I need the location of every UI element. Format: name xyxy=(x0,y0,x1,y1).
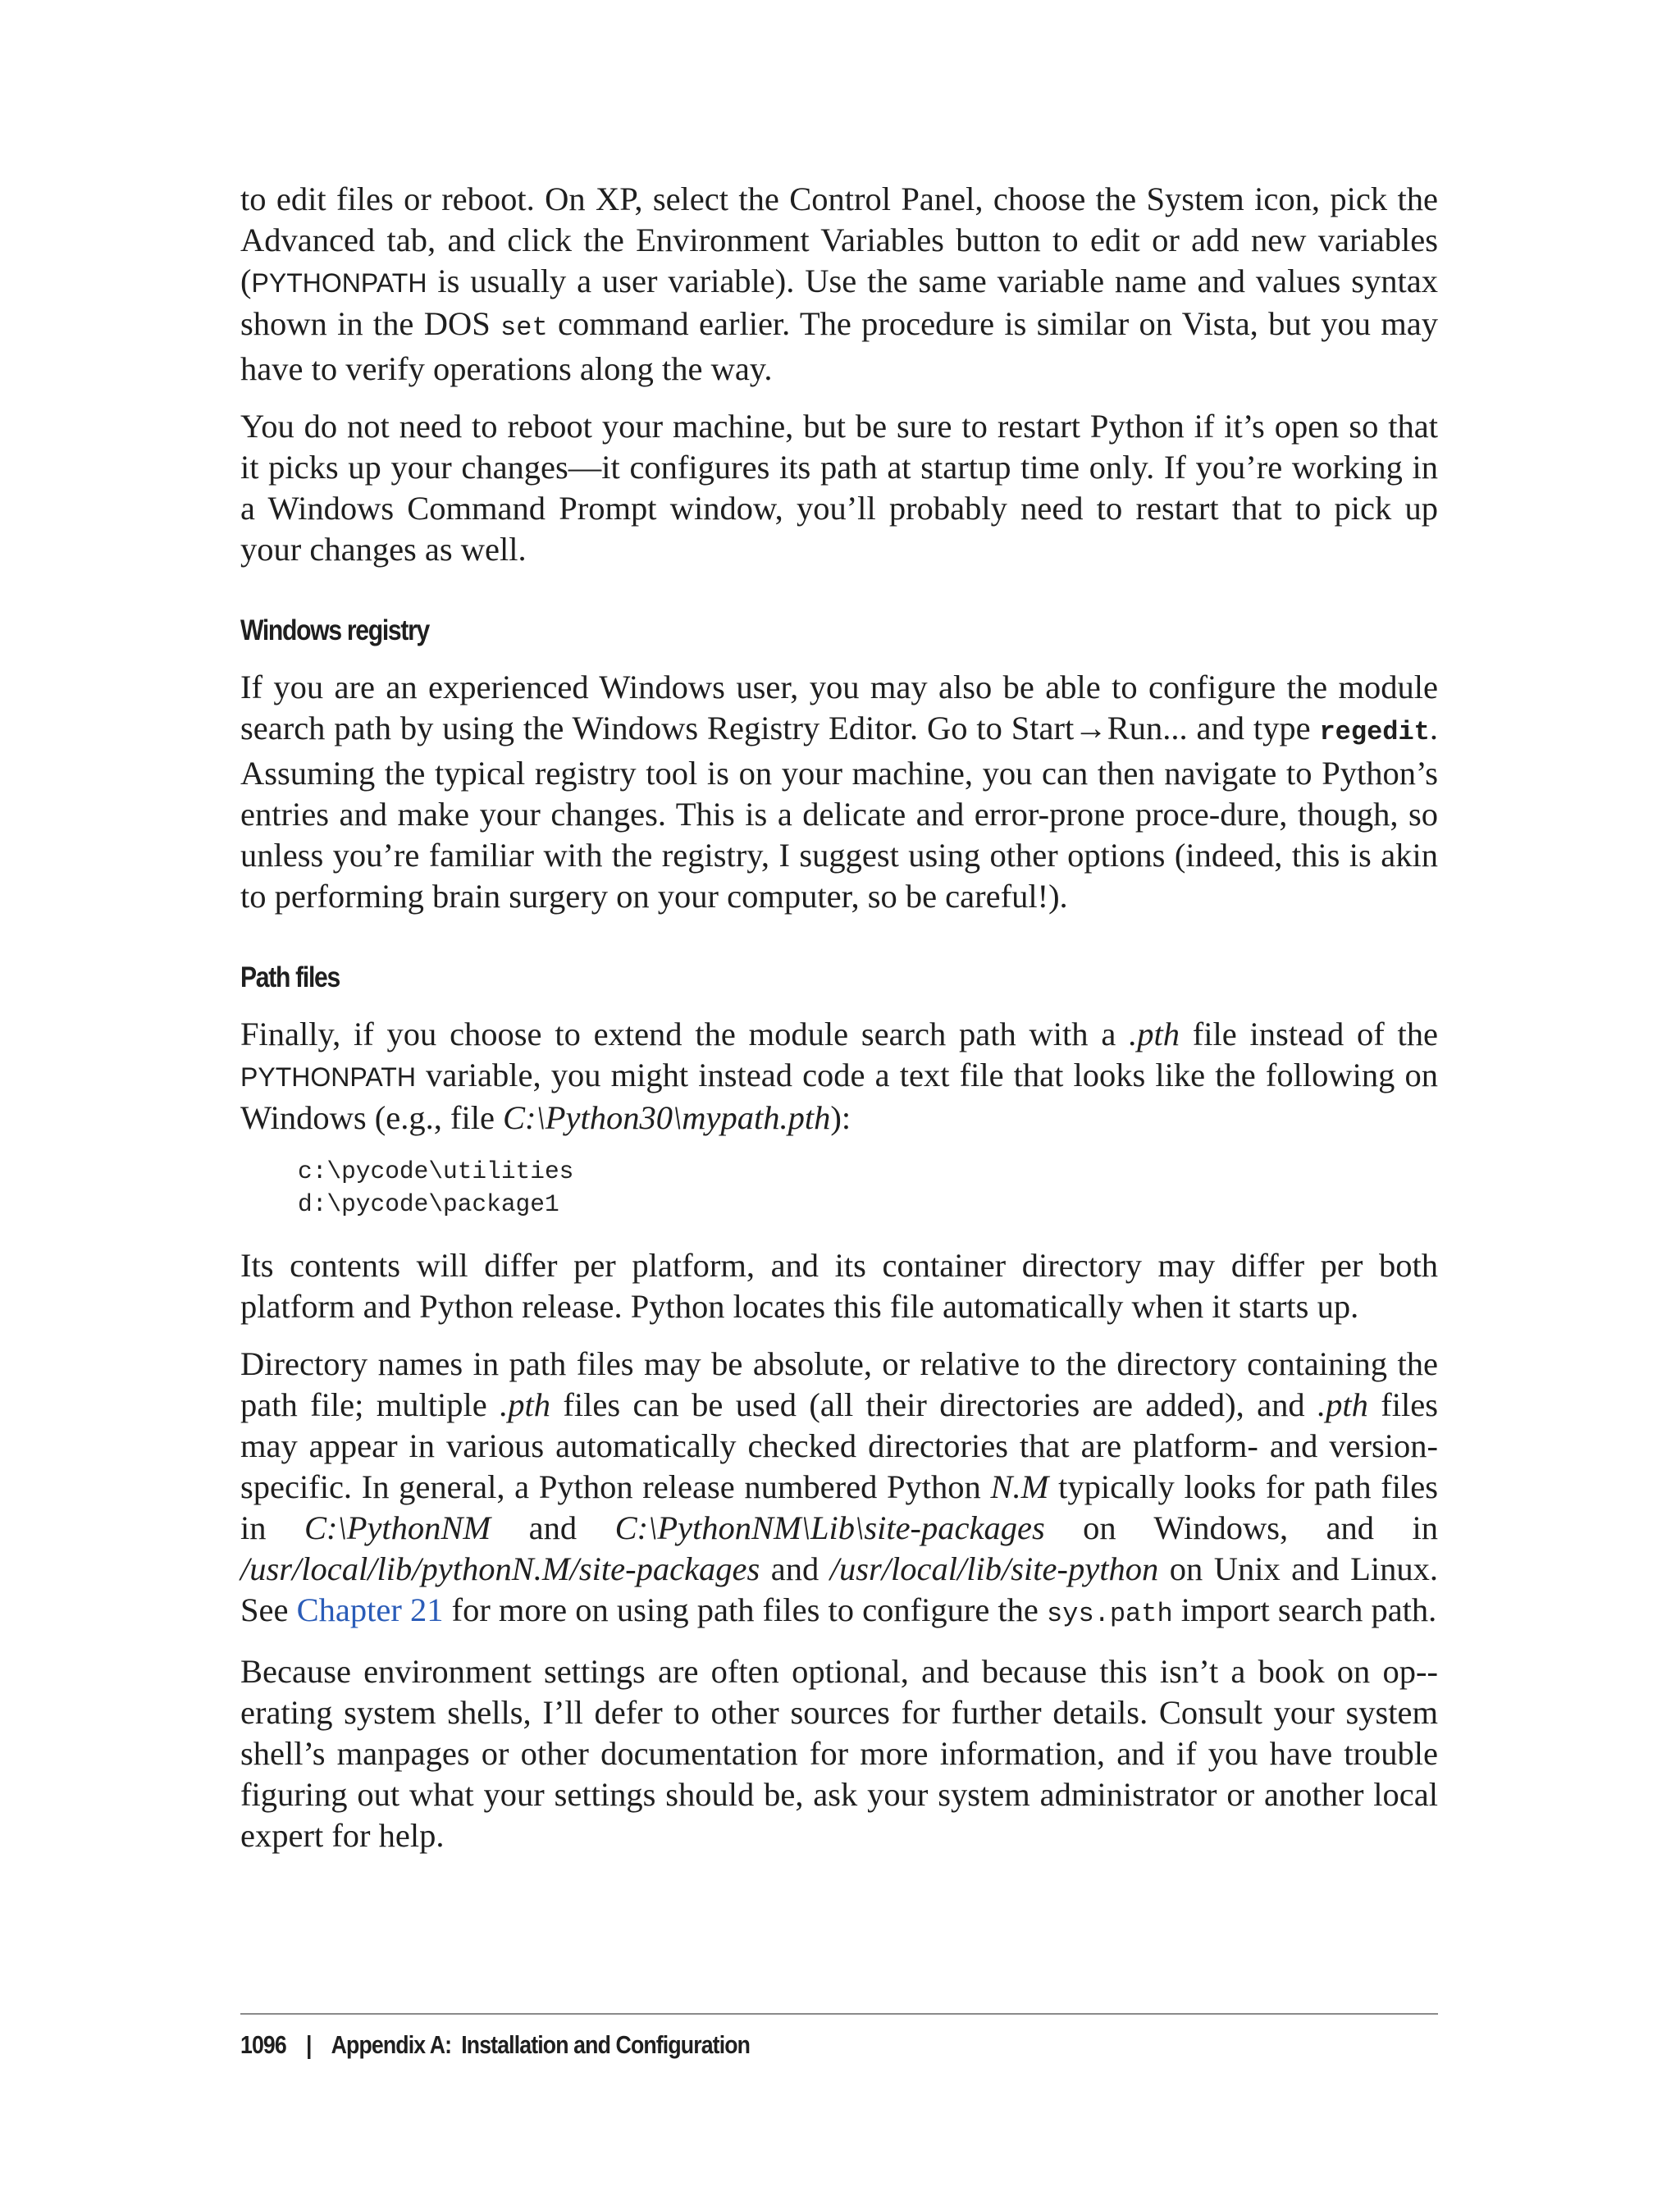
page-number: 1096 xyxy=(240,2030,286,2059)
footer-rule xyxy=(240,2013,1438,2015)
page-footer xyxy=(240,2029,750,2061)
filename-pth: .pth xyxy=(1129,1016,1180,1052)
code-pythonpath: PYTHONPATH xyxy=(251,268,427,298)
footer-separator: | xyxy=(305,2030,312,2059)
heading-windows-registry: Windows registry xyxy=(240,614,429,646)
code-pythonpath: PYTHONPATH xyxy=(240,1062,416,1092)
paragraph-environment-variables: to edit files or reboot. On XP, select the Control Panel, choose the System icon, pick the Advanced tab, and click the Environment Variables button to edit or add new variables (PYTHONPATH is usually a user variable). Use the same variable name and values syntax shown in the DOS set command earlier. The procedure is similar on Vista, but you may have to verify operations along the way. xyxy=(240,180,1438,387)
paragraph-environment-settings: Because environment settings are often optional, and because this isn’t a book on op-erating system shells, I’ll defer to other sources for further details. Consult your system shell’s manpages or other documentation for more information, and if you have trouble figuring out what your settings should be, ask your system administrator or another local expert for help. xyxy=(240,1653,1438,1854)
paragraph-contents: Its contents will differ per platform, and its container directory may differ per both platform and Python release. Python locates this file automatically when it starts up. xyxy=(240,1247,1438,1325)
paragraph-reboot: You do not need to reboot your machine, but be sure to restart Python if it’s open so that it picks up your changes—it configures its path at startup time only. If you’re working in a Windows Command Prompt window, you’ll probably need to restart that to pick up your changes as well. xyxy=(240,408,1438,568)
paragraph-path-files-intro: Finally, if you choose to extend the module search path with a .pth file instead of the PYTHONPATH variable, you might instead code a text file that looks like the following on Windows (e.g., file C:\Python30\mypath.pth): xyxy=(240,1016,1438,1136)
footer-chapter: Appendix A: xyxy=(331,2030,452,2059)
code-block xyxy=(298,1155,1438,1221)
code-line: c:\pycode\utilities xyxy=(298,1157,574,1185)
chapter-21-link[interactable]: Chapter 21 xyxy=(296,1591,444,1628)
code-line: d:\pycode\package1 xyxy=(298,1190,559,1218)
filename-mypath: C:\Python30\mypath.pth xyxy=(503,1099,831,1136)
footer-title: Installation and Configuration xyxy=(461,2030,751,2059)
code-regedit: regedit xyxy=(1319,717,1430,747)
heading-path-files: Path files xyxy=(240,961,340,993)
paragraph-directory-names: Directory names in path files may be absolute, or relative to the directory containing the path file; multiple .pth files can be used (all their directories are added), and .pth files may appear in various automatically checked directories that are platform- and version-specific. In general, a Python release numbered Python N.M typically looks for path files in C:\PythonNM and C:\PythonNM\Lib\site-packages on Windows, and in /usr/local/lib/pythonN.M/site-packages and /usr/local/lib/site-python on Unix and Linux. See Chapter 21 for more on using path files to configure the sys.path import search path. xyxy=(240,1345,1439,1629)
code-sys-path: sys.path xyxy=(1047,1599,1173,1629)
page-body xyxy=(240,179,1438,1873)
code-set: set xyxy=(500,313,548,343)
paragraph-registry: If you are an experienced Windows user, you may also be able to configure the module search path by using the Windows Registry Editor. Go to Start→Run... and type regedit. Assuming the typical registry tool is on your machine, you can then navigate to Python’s entries and make your changes. This is a delicate and error-prone proce-dure, though, so unless you’re familiar with the registry, I suggest using other options (indeed, this is akin to performing brain surgery on your computer, so be careful!). xyxy=(240,669,1438,915)
